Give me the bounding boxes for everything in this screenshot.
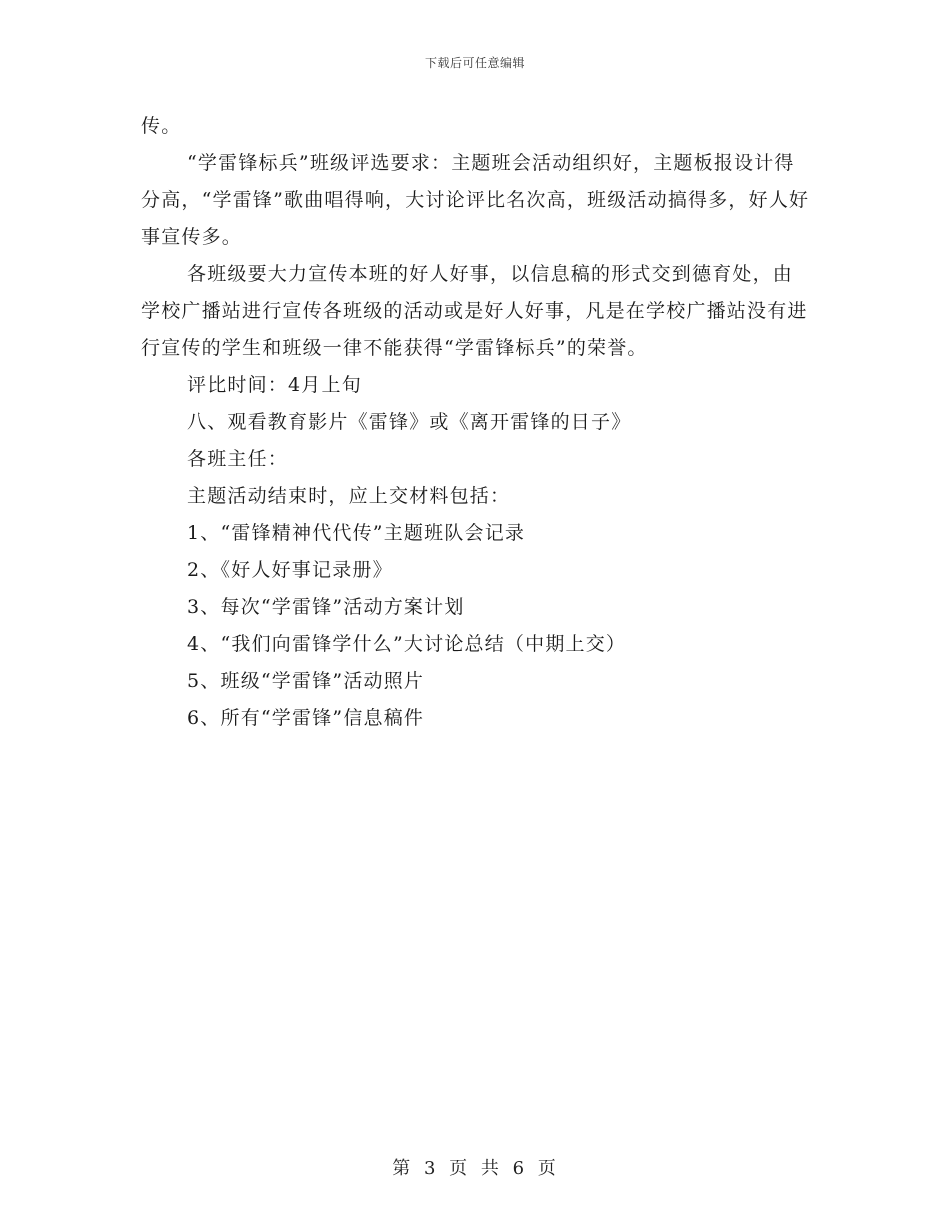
paragraph-evaluation-requirements: “学雷锋标兵”班级评选要求：主题班会活动组织好，主题板报设计得分高，“学雷锋”歌曲唱得响，大讨论评比名次高，班级活动搞得多，好人好事宣传多。 <box>141 152 810 248</box>
paragraph-evaluation-time: 评比时间：4月上旬 <box>187 374 362 396</box>
list-item: 6、所有“学雷锋”信息稿件 <box>187 707 425 729</box>
paragraph-teachers: 各班主任： <box>187 448 289 470</box>
document-body <box>141 108 811 737</box>
list-item: 5、班级“学雷锋”活动照片 <box>187 670 425 692</box>
paragraph-materials-intro: 主题活动结束时，应上交材料包括： <box>187 485 511 507</box>
list-item: 1、“雷锋精神代代传”主题班队会记录 <box>187 522 526 544</box>
header-note: 下载后可任意编辑 <box>424 56 525 70</box>
page-number: 第 3 页 共 6 页 <box>392 1158 558 1179</box>
list-item: 2、《好人好事记录册》 <box>187 559 393 581</box>
section-heading-film: 八、观看教育影片《雷锋》或《离开雷锋的日子》 <box>187 411 632 433</box>
list-item: 3、每次“学雷锋”活动方案计划 <box>187 596 465 618</box>
paragraph-publicity: 各班级要大力宣传本班的好人好事，以信息稿的形式交到德育处，由学校广播站进行宣传各班级的活动或是好人好事，凡是在学校广播站没有进行宣传的学生和班级一律不能获得“学雷锋标兵”的荣誉。 <box>141 263 808 359</box>
paragraph-continuation: 传。 <box>141 115 182 137</box>
list-item: 4、“我们向雷锋学什么”大讨论总结（中期上交） <box>187 633 627 655</box>
